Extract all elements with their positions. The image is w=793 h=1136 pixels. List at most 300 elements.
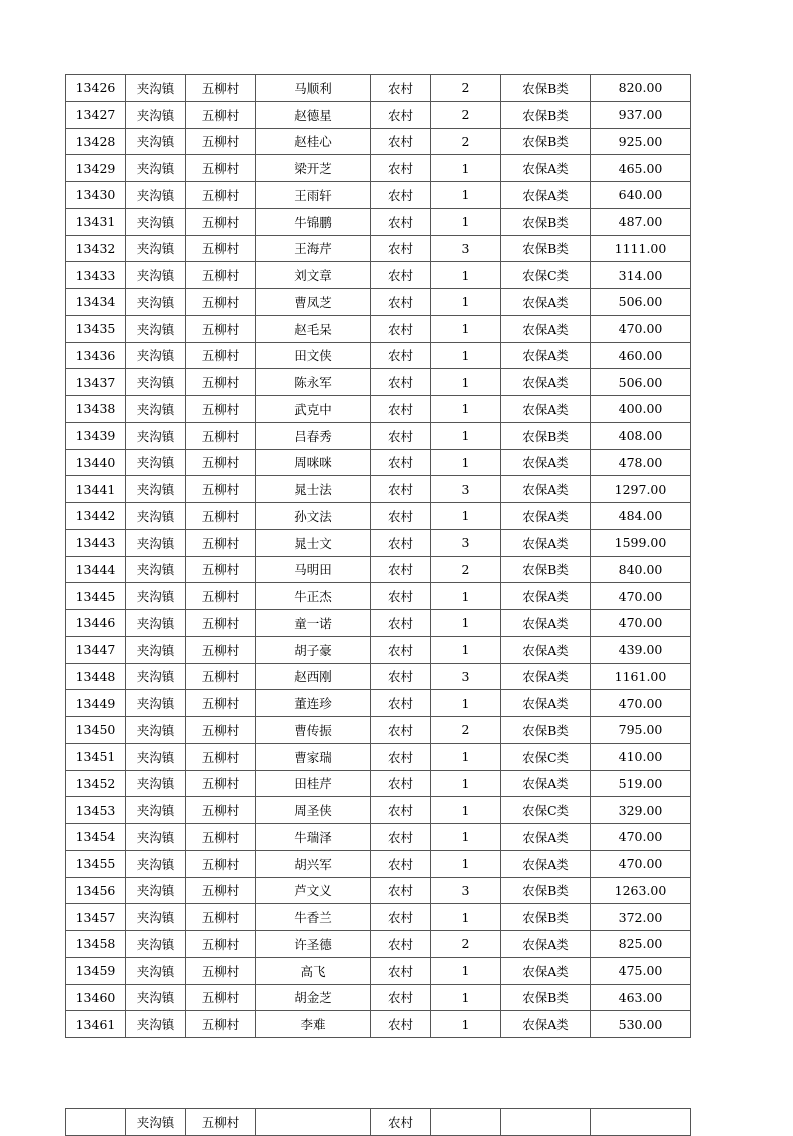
cell-village: 五柳村 — [186, 235, 256, 262]
cell-town: 夹沟镇 — [126, 422, 186, 449]
table-row — [66, 128, 691, 155]
cell-amount: 1263.00 — [591, 877, 691, 904]
cell-id: 13448 — [66, 663, 126, 690]
cell-insurance-class: 农保A类 — [501, 503, 591, 530]
cell-town: 夹沟镇 — [126, 1011, 186, 1038]
cell-insurance-class: 农保A类 — [501, 931, 591, 958]
cell-id: 13440 — [66, 449, 126, 476]
table-row — [66, 850, 691, 877]
cell-name: 陈永军 — [256, 369, 371, 396]
cell-village: 五柳村 — [186, 797, 256, 824]
cell-insurance-class: 农保B类 — [501, 717, 591, 744]
cell-headcount: 3 — [431, 877, 501, 904]
cell-village: 五柳村 — [186, 208, 256, 235]
cell-residence: 农村 — [371, 369, 431, 396]
cell-town: 夹沟镇 — [126, 717, 186, 744]
cell-amount: 470.00 — [591, 610, 691, 637]
cell-residence: 农村 — [371, 583, 431, 610]
table-row — [66, 315, 691, 342]
cell-id: 13453 — [66, 797, 126, 824]
cell-id: 13430 — [66, 182, 126, 209]
cell-headcount: 1 — [431, 182, 501, 209]
cell-name: 董连珍 — [256, 690, 371, 717]
cell-town: 夹沟镇 — [126, 315, 186, 342]
cell-village: 五柳村 — [186, 396, 256, 423]
cell-headcount: 3 — [431, 663, 501, 690]
table-row — [66, 262, 691, 289]
cell-village: 五柳村 — [186, 155, 256, 182]
cell-headcount: 1 — [431, 636, 501, 663]
cell-headcount: 1 — [431, 583, 501, 610]
cell-residence: 农村 — [371, 235, 431, 262]
cell-amount: 475.00 — [591, 957, 691, 984]
cell-name: 晁士法 — [256, 476, 371, 503]
cell-amount: 820.00 — [591, 75, 691, 102]
cell-village: 五柳村 — [186, 824, 256, 851]
cell-amount: 484.00 — [591, 503, 691, 530]
cell-amount: 410.00 — [591, 743, 691, 770]
cell-residence: 农村 — [371, 663, 431, 690]
records-table — [65, 74, 691, 1038]
cell-name: 刘文章 — [256, 262, 371, 289]
cell-village: 五柳村 — [186, 289, 256, 316]
next-row-fragment — [65, 1108, 692, 1130]
cell-name: 马明田 — [256, 556, 371, 583]
table-row — [66, 155, 691, 182]
cell-id: 13450 — [66, 717, 126, 744]
cell-town: 夹沟镇 — [126, 984, 186, 1011]
cell-id: 13459 — [66, 957, 126, 984]
cell-name: 高飞 — [256, 957, 371, 984]
cell-id: 13460 — [66, 984, 126, 1011]
cell-village: 五柳村 — [186, 476, 256, 503]
cell-town: 夹沟镇 — [126, 503, 186, 530]
cell-id: 13452 — [66, 770, 126, 797]
cell-headcount: 1 — [431, 610, 501, 637]
cell-name: 梁开芝 — [256, 155, 371, 182]
cell-town: 夹沟镇 — [126, 957, 186, 984]
cell-headcount: 1 — [431, 824, 501, 851]
cell-residence: 农村 — [371, 342, 431, 369]
cell-town: 夹沟镇 — [126, 449, 186, 476]
cell-headcount: 1 — [431, 1011, 501, 1038]
table-row — [66, 984, 691, 1011]
cell-amount: 314.00 — [591, 262, 691, 289]
cell-name: 童一诺 — [256, 610, 371, 637]
cell-amount: 795.00 — [591, 717, 691, 744]
cell-residence: 农村 — [371, 449, 431, 476]
table-row — [66, 824, 691, 851]
cell-amount: 329.00 — [591, 797, 691, 824]
table-row — [66, 556, 691, 583]
cell-id: 13432 — [66, 235, 126, 262]
cell-amount — [591, 1109, 691, 1136]
table-row — [66, 690, 691, 717]
cell-insurance-class: 农保A类 — [501, 610, 591, 637]
cell-insurance-class: 农保B类 — [501, 208, 591, 235]
table-row — [66, 182, 691, 209]
cell-id: 13427 — [66, 101, 126, 128]
cell-name: 马顺利 — [256, 75, 371, 102]
cell-amount: 463.00 — [591, 984, 691, 1011]
cell-headcount: 1 — [431, 422, 501, 449]
cell-name: 曹家瑞 — [256, 743, 371, 770]
cell-insurance-class: 农保B类 — [501, 75, 591, 102]
cell-town: 夹沟镇 — [126, 75, 186, 102]
cell-headcount: 1 — [431, 262, 501, 289]
cell-name: 李难 — [256, 1011, 371, 1038]
cell-insurance-class: 农保B类 — [501, 556, 591, 583]
cell-residence: 农村 — [371, 155, 431, 182]
cell-village: 五柳村 — [186, 931, 256, 958]
cell-amount: 470.00 — [591, 583, 691, 610]
cell-village: 五柳村 — [186, 877, 256, 904]
cell-amount: 470.00 — [591, 824, 691, 851]
cell-headcount: 3 — [431, 235, 501, 262]
cell-town: 夹沟镇 — [126, 556, 186, 583]
cell-name: 田文侠 — [256, 342, 371, 369]
cell-insurance-class: 农保C类 — [501, 743, 591, 770]
cell-name: 胡金芝 — [256, 984, 371, 1011]
cell-id: 13441 — [66, 476, 126, 503]
cell-name: 王海芹 — [256, 235, 371, 262]
cell-id: 13435 — [66, 315, 126, 342]
cell-name: 胡兴军 — [256, 850, 371, 877]
cell-id: 13458 — [66, 931, 126, 958]
cell-insurance-class: 农保B类 — [501, 877, 591, 904]
cell-name: 胡子豪 — [256, 636, 371, 663]
cell-town: 夹沟镇 — [126, 690, 186, 717]
table-row — [66, 743, 691, 770]
table-row — [66, 877, 691, 904]
cell-headcount: 1 — [431, 797, 501, 824]
cell-residence: 农村 — [371, 743, 431, 770]
cell-insurance-class: 农保A类 — [501, 182, 591, 209]
cell-residence: 农村 — [371, 128, 431, 155]
cell-residence: 农村 — [371, 931, 431, 958]
cell-residence: 农村 — [371, 610, 431, 637]
cell-amount: 470.00 — [591, 315, 691, 342]
cell-id: 13433 — [66, 262, 126, 289]
cell-id: 13445 — [66, 583, 126, 610]
cell-name: 武克中 — [256, 396, 371, 423]
cell-amount: 640.00 — [591, 182, 691, 209]
cell-name: 赵桂心 — [256, 128, 371, 155]
cell-name: 周圣侠 — [256, 797, 371, 824]
cell-insurance-class: 农保A类 — [501, 663, 591, 690]
cell-headcount — [431, 1109, 501, 1136]
cell-town: 夹沟镇 — [126, 743, 186, 770]
cell-amount: 372.00 — [591, 904, 691, 931]
cell-headcount: 1 — [431, 155, 501, 182]
cell-insurance-class: 农保A类 — [501, 369, 591, 396]
cell-id: 13446 — [66, 610, 126, 637]
cell-headcount: 1 — [431, 449, 501, 476]
cell-residence: 农村 — [371, 1011, 431, 1038]
cell-insurance-class: 农保A类 — [501, 1011, 591, 1038]
table-row — [66, 931, 691, 958]
cell-village: 五柳村 — [186, 663, 256, 690]
table-row — [66, 476, 691, 503]
cell-residence: 农村 — [371, 984, 431, 1011]
cell-town: 夹沟镇 — [126, 770, 186, 797]
cell-headcount: 2 — [431, 128, 501, 155]
cell-village: 五柳村 — [186, 315, 256, 342]
cell-insurance-class: 农保A类 — [501, 583, 591, 610]
cell-id: 13447 — [66, 636, 126, 663]
cell-town: 夹沟镇 — [126, 182, 186, 209]
cell-residence: 农村 — [371, 690, 431, 717]
cell-amount: 925.00 — [591, 128, 691, 155]
cell-residence: 农村 — [371, 422, 431, 449]
cell-amount: 460.00 — [591, 342, 691, 369]
table-row — [66, 396, 691, 423]
cell-name: 曹凤芝 — [256, 289, 371, 316]
cell-name: 赵毛呆 — [256, 315, 371, 342]
cell-insurance-class: 农保B类 — [501, 422, 591, 449]
cell-village: 五柳村 — [186, 717, 256, 744]
cell-insurance-class: 农保A类 — [501, 449, 591, 476]
table-row — [66, 75, 691, 102]
cell-town: 夹沟镇 — [126, 877, 186, 904]
cell-amount: 937.00 — [591, 101, 691, 128]
table-row — [66, 770, 691, 797]
cell-village: 五柳村 — [186, 636, 256, 663]
cell-amount: 408.00 — [591, 422, 691, 449]
cell-village: 五柳村 — [186, 369, 256, 396]
cell-town: 夹沟镇 — [126, 342, 186, 369]
cell-name: 牛锦鹏 — [256, 208, 371, 235]
cell-town: 夹沟镇 — [126, 476, 186, 503]
cell-id: 13428 — [66, 128, 126, 155]
cell-headcount: 1 — [431, 850, 501, 877]
cell-town: 夹沟镇 — [126, 663, 186, 690]
cell-village: 五柳村 — [186, 75, 256, 102]
cell-residence: 农村 — [371, 476, 431, 503]
cell-id: 13457 — [66, 904, 126, 931]
cell-village: 五柳村 — [186, 610, 256, 637]
cell-insurance-class: 农保A类 — [501, 476, 591, 503]
cell-headcount: 1 — [431, 503, 501, 530]
cell-headcount: 1 — [431, 342, 501, 369]
table-row — [66, 422, 691, 449]
cell-town: 夹沟镇 — [126, 369, 186, 396]
cell-insurance-class: 农保A类 — [501, 289, 591, 316]
cell-town: 夹沟镇 — [126, 1109, 186, 1136]
cell-insurance-class: 农保A类 — [501, 690, 591, 717]
cell-town: 夹沟镇 — [126, 931, 186, 958]
cell-id: 13444 — [66, 556, 126, 583]
cell-town: 夹沟镇 — [126, 824, 186, 851]
cell-headcount: 1 — [431, 289, 501, 316]
cell-insurance-class: 农保A类 — [501, 957, 591, 984]
cell-id: 13451 — [66, 743, 126, 770]
cell-name: 牛正杰 — [256, 583, 371, 610]
cell-insurance-class: 农保B类 — [501, 101, 591, 128]
cell-id: 13455 — [66, 850, 126, 877]
cell-village: 五柳村 — [186, 262, 256, 289]
table-row — [66, 610, 691, 637]
cell-amount: 825.00 — [591, 931, 691, 958]
cell-residence: 农村 — [371, 289, 431, 316]
cell-headcount: 1 — [431, 315, 501, 342]
cell-name: 晁士文 — [256, 529, 371, 556]
cell-village: 五柳村 — [186, 984, 256, 1011]
cell-amount: 530.00 — [591, 1011, 691, 1038]
cell-town: 夹沟镇 — [126, 235, 186, 262]
cell-id: 13426 — [66, 75, 126, 102]
cell-residence: 农村 — [371, 503, 431, 530]
table-row — [66, 663, 691, 690]
cell-residence: 农村 — [371, 770, 431, 797]
table-row — [66, 342, 691, 369]
cell-id: 13443 — [66, 529, 126, 556]
cell-insurance-class: 农保A类 — [501, 396, 591, 423]
cell-residence: 农村 — [371, 957, 431, 984]
table-row — [66, 1011, 691, 1038]
cell-town: 夹沟镇 — [126, 636, 186, 663]
cell-name: 田桂芹 — [256, 770, 371, 797]
cell-town: 夹沟镇 — [126, 583, 186, 610]
cell-name: 孙文法 — [256, 503, 371, 530]
cell-town: 夹沟镇 — [126, 529, 186, 556]
table-row — [66, 717, 691, 744]
table-row — [66, 289, 691, 316]
cell-id: 13431 — [66, 208, 126, 235]
cell-name — [256, 1109, 371, 1136]
cell-id: 13456 — [66, 877, 126, 904]
cell-residence: 农村 — [371, 797, 431, 824]
cell-id: 13429 — [66, 155, 126, 182]
cell-amount: 487.00 — [591, 208, 691, 235]
table-row — [66, 636, 691, 663]
cell-residence: 农村 — [371, 877, 431, 904]
cell-insurance-class: 农保C类 — [501, 797, 591, 824]
table-row — [66, 1109, 691, 1136]
cell-town: 夹沟镇 — [126, 904, 186, 931]
cell-headcount: 1 — [431, 690, 501, 717]
table-row — [66, 529, 691, 556]
cell-village: 五柳村 — [186, 556, 256, 583]
cell-village: 五柳村 — [186, 422, 256, 449]
cell-name: 赵德星 — [256, 101, 371, 128]
cell-headcount: 1 — [431, 984, 501, 1011]
table-row — [66, 369, 691, 396]
table-row — [66, 235, 691, 262]
table-row — [66, 957, 691, 984]
table-row — [66, 583, 691, 610]
cell-insurance-class: 农保A类 — [501, 824, 591, 851]
cell-residence: 农村 — [371, 850, 431, 877]
cell-id: 13449 — [66, 690, 126, 717]
cell-insurance-class: 农保A类 — [501, 770, 591, 797]
cell-name: 吕春秀 — [256, 422, 371, 449]
cell-id: 13442 — [66, 503, 126, 530]
cell-insurance-class: 农保B类 — [501, 904, 591, 931]
cell-town: 夹沟镇 — [126, 610, 186, 637]
cell-name: 芦文义 — [256, 877, 371, 904]
cell-name: 许圣德 — [256, 931, 371, 958]
cell-town: 夹沟镇 — [126, 850, 186, 877]
cell-name: 赵西刚 — [256, 663, 371, 690]
table-row — [66, 503, 691, 530]
cell-insurance-class: 农保A类 — [501, 636, 591, 663]
cell-id: 13434 — [66, 289, 126, 316]
cell-village: 五柳村 — [186, 770, 256, 797]
cell-town: 夹沟镇 — [126, 262, 186, 289]
cell-town: 夹沟镇 — [126, 289, 186, 316]
cell-town: 夹沟镇 — [126, 208, 186, 235]
cell-amount: 478.00 — [591, 449, 691, 476]
table-row — [66, 449, 691, 476]
cell-name: 牛香兰 — [256, 904, 371, 931]
cell-village: 五柳村 — [186, 101, 256, 128]
cell-headcount: 1 — [431, 396, 501, 423]
next-row-table-body — [66, 1109, 691, 1136]
cell-name: 周咪咪 — [256, 449, 371, 476]
cell-headcount: 1 — [431, 770, 501, 797]
cell-residence: 农村 — [371, 556, 431, 583]
cell-id: 13438 — [66, 396, 126, 423]
cell-id: 13454 — [66, 824, 126, 851]
cell-name: 牛瑞泽 — [256, 824, 371, 851]
cell-headcount: 2 — [431, 101, 501, 128]
cell-name: 曹传振 — [256, 717, 371, 744]
cell-id — [66, 1109, 126, 1136]
cell-amount: 1297.00 — [591, 476, 691, 503]
cell-village: 五柳村 — [186, 904, 256, 931]
cell-insurance-class: 农保A类 — [501, 315, 591, 342]
cell-village: 五柳村 — [186, 957, 256, 984]
cell-residence: 农村 — [371, 101, 431, 128]
cell-amount: 400.00 — [591, 396, 691, 423]
cell-id: 13437 — [66, 369, 126, 396]
cell-residence: 农村 — [371, 1109, 431, 1136]
cell-insurance-class — [501, 1109, 591, 1136]
cell-amount: 465.00 — [591, 155, 691, 182]
cell-amount: 519.00 — [591, 770, 691, 797]
cell-headcount: 2 — [431, 931, 501, 958]
cell-town: 夹沟镇 — [126, 797, 186, 824]
cell-insurance-class: 农保B类 — [501, 984, 591, 1011]
cell-amount: 506.00 — [591, 369, 691, 396]
cell-insurance-class: 农保A类 — [501, 342, 591, 369]
cell-residence: 农村 — [371, 182, 431, 209]
cell-insurance-class: 农保B类 — [501, 128, 591, 155]
cell-village: 五柳村 — [186, 583, 256, 610]
cell-name: 王雨轩 — [256, 182, 371, 209]
cell-residence: 农村 — [371, 717, 431, 744]
cell-headcount: 1 — [431, 743, 501, 770]
cell-amount: 470.00 — [591, 690, 691, 717]
cell-insurance-class: 农保C类 — [501, 262, 591, 289]
cell-amount: 470.00 — [591, 850, 691, 877]
cell-insurance-class: 农保A类 — [501, 529, 591, 556]
cell-town: 夹沟镇 — [126, 101, 186, 128]
cell-village: 五柳村 — [186, 342, 256, 369]
cell-village: 五柳村 — [186, 690, 256, 717]
cell-amount: 439.00 — [591, 636, 691, 663]
cell-town: 夹沟镇 — [126, 155, 186, 182]
cell-village: 五柳村 — [186, 529, 256, 556]
cell-village: 五柳村 — [186, 1011, 256, 1038]
cell-headcount: 2 — [431, 556, 501, 583]
cell-headcount: 1 — [431, 369, 501, 396]
cell-village: 五柳村 — [186, 503, 256, 530]
records-table-body — [66, 75, 691, 1038]
cell-headcount: 1 — [431, 208, 501, 235]
cell-amount: 506.00 — [591, 289, 691, 316]
